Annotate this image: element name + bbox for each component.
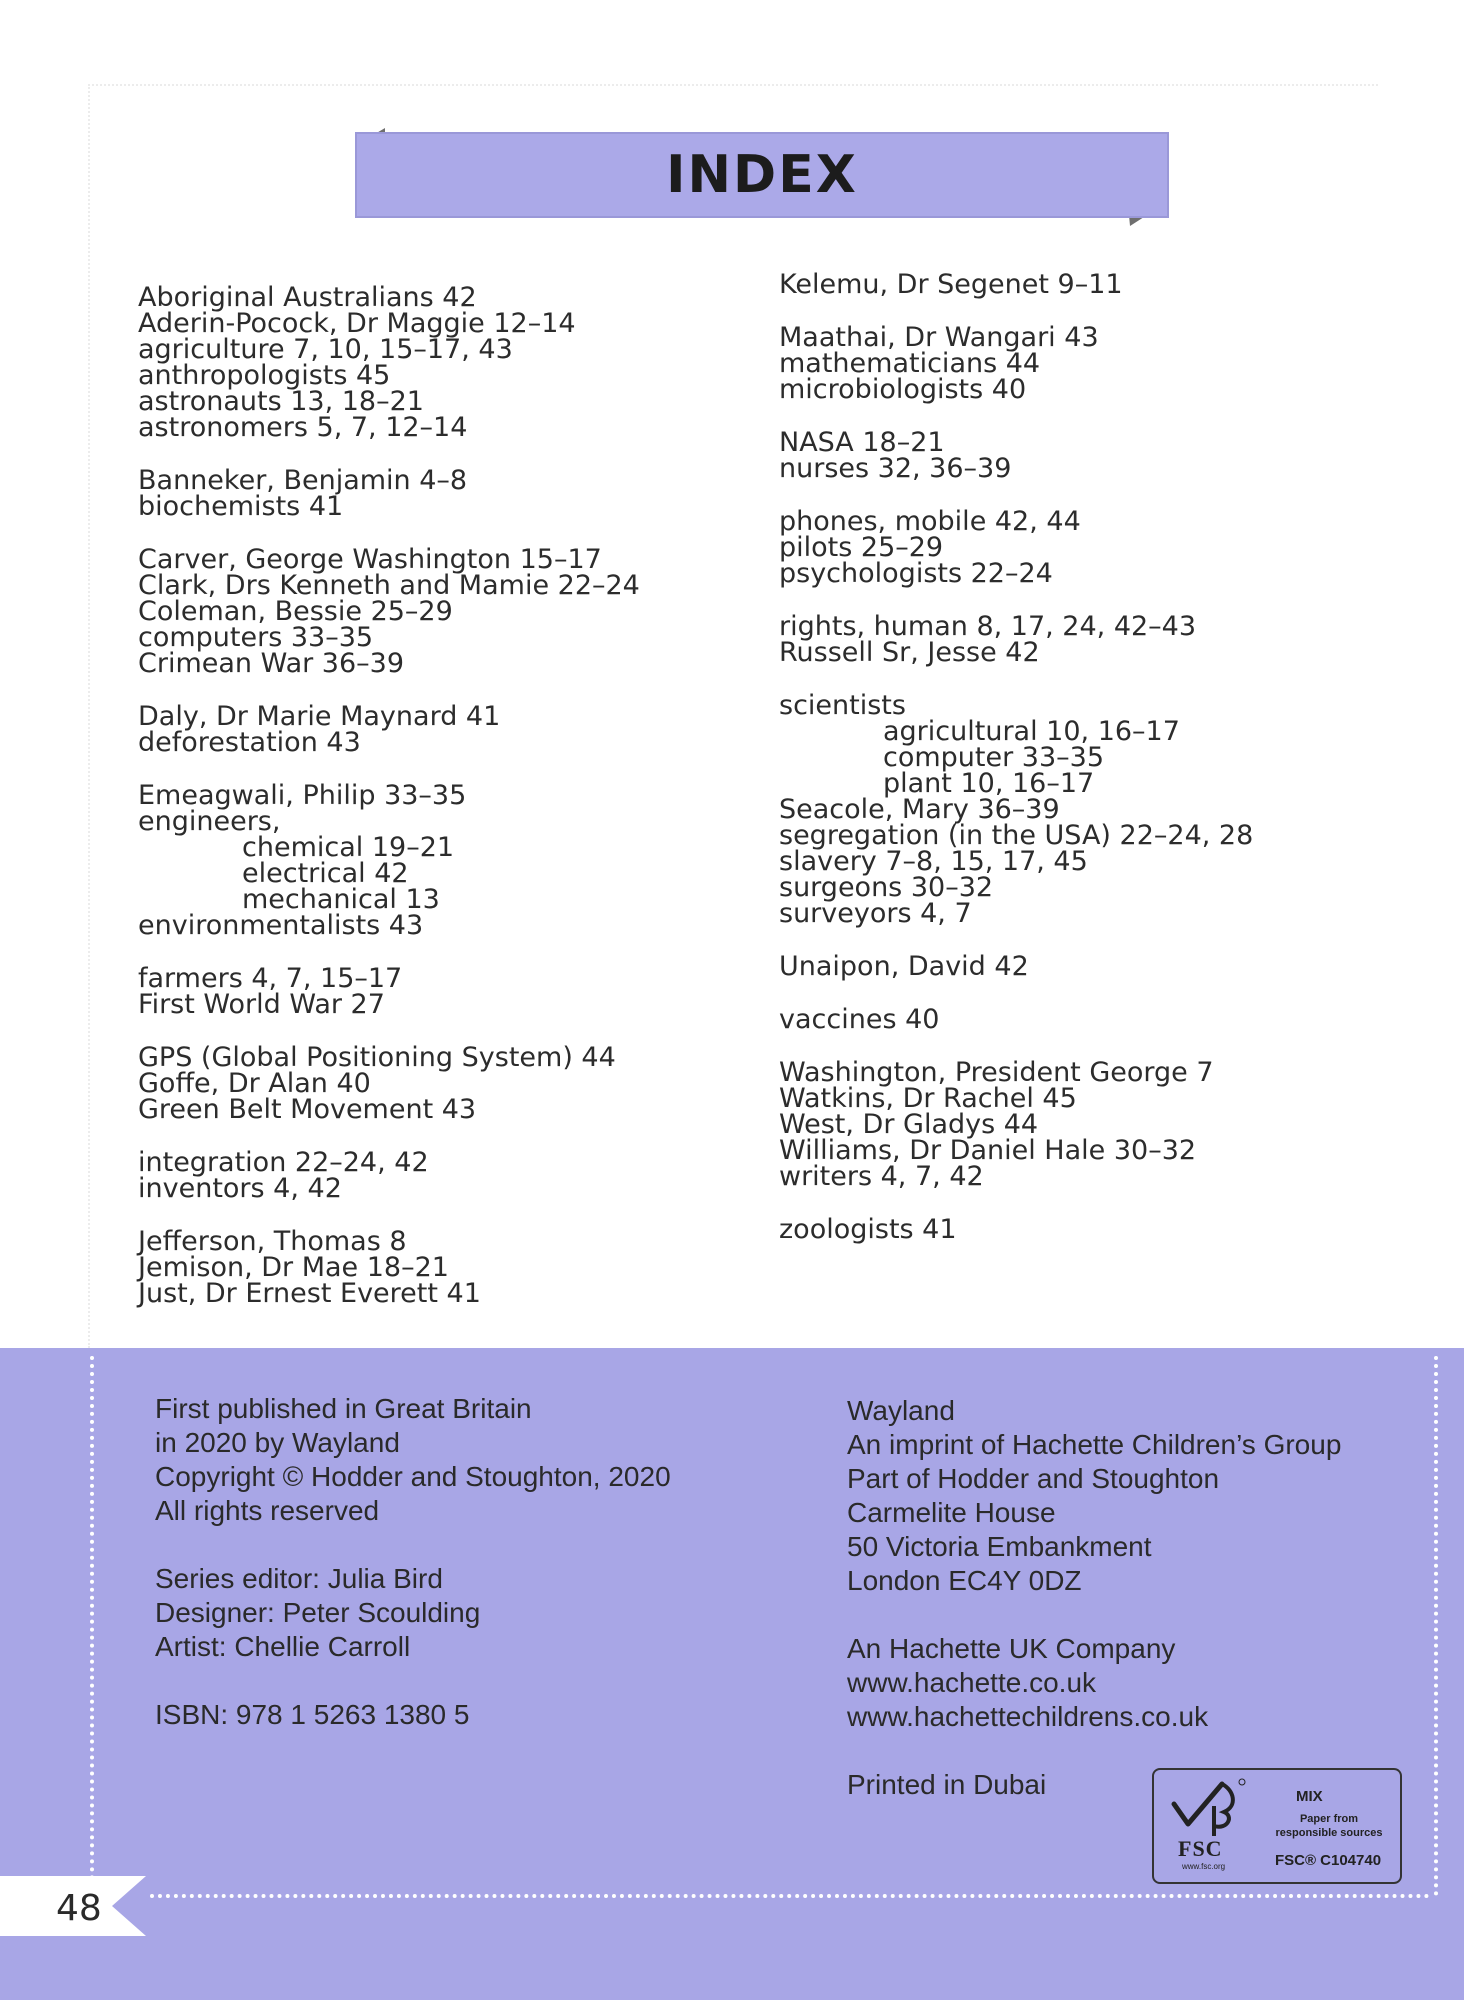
index-entry: microbiologists 40 bbox=[779, 374, 1027, 405]
index-entry: agricultural 10, 16–17 bbox=[883, 716, 1180, 747]
imprint-line: Carmelite House bbox=[847, 1497, 1056, 1528]
imprint-group bbox=[847, 1632, 1427, 1734]
fsc-mix-label: MIX bbox=[1296, 1788, 1323, 1805]
index-entry: West, Dr Gladys 44 bbox=[779, 1109, 1039, 1140]
index-entry: pilots 25–29 bbox=[779, 532, 944, 563]
dotted-border-left bbox=[88, 84, 90, 1348]
index-entry: surveyors 4, 7 bbox=[779, 898, 972, 929]
index-group bbox=[138, 780, 758, 941]
page-number: 48 bbox=[56, 1888, 102, 1929]
index-group bbox=[138, 465, 758, 522]
index-entry: Kelemu, Dr Segenet 9–11 bbox=[779, 269, 1123, 300]
index-entry: surgeons 30–32 bbox=[779, 872, 994, 903]
index-entry: Washington, President George 7 bbox=[779, 1057, 1214, 1088]
index-entry: First World War 27 bbox=[138, 989, 385, 1020]
index-entry: zoologists 41 bbox=[779, 1214, 957, 1245]
index-entry: Carver, George Washington 15–17 bbox=[138, 544, 602, 575]
index-entry: NASA 18–21 bbox=[779, 427, 945, 458]
imprint-line: An imprint of Hachette Children’s Group bbox=[847, 1429, 1342, 1460]
index-entry: Banneker, Benjamin 4–8 bbox=[138, 465, 468, 496]
index-banner bbox=[355, 132, 1169, 218]
index-group bbox=[138, 282, 758, 443]
index-group bbox=[779, 611, 1439, 668]
imprint-line: ISBN: 978 1 5263 1380 5 bbox=[155, 1699, 470, 1730]
index-entry: astronomers 5, 7, 12–14 bbox=[138, 412, 468, 443]
imprint-line: First published in Great Britain bbox=[155, 1393, 532, 1424]
index-group bbox=[138, 701, 758, 758]
index-entry: astronauts 13, 18–21 bbox=[138, 386, 424, 417]
index-entry: Unaipon, David 42 bbox=[779, 951, 1029, 982]
imprint-line: Designer: Peter Scoulding bbox=[155, 1597, 481, 1628]
index-entry: computers 33–35 bbox=[138, 622, 374, 653]
index-entry: Aboriginal Australians 42 bbox=[138, 282, 477, 313]
index-entry: vaccines 40 bbox=[779, 1004, 940, 1035]
index-entry: psychologists 22–24 bbox=[779, 558, 1053, 589]
imprint-group bbox=[155, 1392, 755, 1528]
index-group bbox=[138, 1147, 758, 1204]
imprint-line: in 2020 by Wayland bbox=[155, 1427, 400, 1458]
index-entry: Maathai, Dr Wangari 43 bbox=[779, 322, 1099, 353]
index-entry: engineers, bbox=[138, 806, 281, 837]
index-entry: inventors 4, 42 bbox=[138, 1173, 342, 1204]
index-entry: environmentalists 43 bbox=[138, 910, 424, 941]
index-entry: Daly, Dr Marie Maynard 41 bbox=[138, 701, 501, 732]
fsc-paper-line: responsible sources bbox=[1275, 1827, 1383, 1839]
index-entry: Jefferson, Thomas 8 bbox=[138, 1226, 407, 1257]
index-entry: Coleman, Bessie 25–29 bbox=[138, 596, 453, 627]
index-entry: Crimean War 36–39 bbox=[138, 648, 405, 679]
index-column-left bbox=[138, 282, 758, 1334]
imprint-column-left bbox=[155, 1392, 755, 1766]
index-entry: plant 10, 16–17 bbox=[883, 768, 1095, 799]
index-entry: nurses 32, 36–39 bbox=[779, 453, 1012, 484]
index-group bbox=[138, 1042, 758, 1125]
dotted-border-top bbox=[88, 84, 1378, 86]
index-entry: Just, Dr Ernest Everett 41 bbox=[138, 1278, 481, 1309]
fsc-paper-text bbox=[1264, 1812, 1394, 1840]
imprint-dotted-bottom bbox=[150, 1894, 1430, 1898]
index-entry: Clark, Drs Kenneth and Mamie 22–24 bbox=[138, 570, 640, 601]
index-entry: Aderin-Pocock, Dr Maggie 12–14 bbox=[138, 308, 576, 339]
index-entry: biochemists 41 bbox=[138, 491, 344, 522]
index-entry: Williams, Dr Daniel Hale 30–32 bbox=[779, 1135, 1197, 1166]
index-entry: electrical 42 bbox=[242, 858, 409, 889]
fsc-mark: FSC bbox=[1178, 1836, 1223, 1861]
imprint-group bbox=[155, 1698, 755, 1732]
imprint-line: Printed in Dubai bbox=[847, 1769, 1047, 1800]
index-group bbox=[779, 1057, 1439, 1192]
index-group bbox=[779, 427, 1439, 484]
index-entry: rights, human 8, 17, 24, 42–43 bbox=[779, 611, 1197, 642]
index-entry: Goffe, Dr Alan 40 bbox=[138, 1068, 371, 1099]
index-entry: mathematicians 44 bbox=[779, 348, 1041, 379]
fsc-url: www.fsc.org bbox=[1182, 1862, 1226, 1871]
index-group bbox=[779, 1004, 1439, 1035]
index-column-right bbox=[779, 269, 1439, 1270]
imprint-line: Part of Hodder and Stoughton bbox=[847, 1463, 1220, 1494]
imprint-line: Artist: Chellie Carroll bbox=[155, 1631, 411, 1662]
index-entry: integration 22–24, 42 bbox=[138, 1147, 429, 1178]
index-entry: scientists bbox=[779, 690, 906, 721]
index-entry: farmers 4, 7, 15–17 bbox=[138, 963, 403, 994]
index-entry: writers 4, 7, 42 bbox=[779, 1161, 984, 1192]
index-entry: slavery 7–8, 15, 17, 45 bbox=[779, 846, 1088, 877]
page-title: INDEX bbox=[666, 145, 858, 205]
imprint-group bbox=[155, 1562, 755, 1664]
fsc-logo bbox=[1152, 1768, 1402, 1884]
index-group bbox=[779, 690, 1439, 929]
website-link[interactable]: www.hachette.co.uk bbox=[847, 1667, 1097, 1698]
index-entry: Emeagwali, Philip 33–35 bbox=[138, 780, 467, 811]
index-entry: segregation (in the USA) 22–24, 28 bbox=[779, 820, 1254, 851]
imprint-line: An Hachette UK Company bbox=[847, 1633, 1176, 1664]
index-entry: chemical 19–21 bbox=[242, 832, 455, 863]
index-entry: anthropologists 45 bbox=[138, 360, 391, 391]
index-group bbox=[779, 951, 1439, 982]
index-entry: GPS (Global Positioning System) 44 bbox=[138, 1042, 616, 1073]
index-entry: agriculture 7, 10, 15–17, 43 bbox=[138, 334, 513, 365]
index-entry: deforestation 43 bbox=[138, 727, 361, 758]
index-entry: Watkins, Dr Rachel 45 bbox=[779, 1083, 1077, 1114]
index-group bbox=[779, 322, 1439, 405]
imprint-line: Copyright © Hodder and Stoughton, 2020 bbox=[155, 1461, 671, 1492]
index-group bbox=[138, 1226, 758, 1309]
imprint-group bbox=[847, 1394, 1427, 1598]
index-entry: Green Belt Movement 43 bbox=[138, 1094, 477, 1125]
index-group bbox=[779, 1214, 1439, 1245]
index-entry: computer 33–35 bbox=[883, 742, 1105, 773]
fsc-tree-check-icon bbox=[1164, 1776, 1248, 1838]
imprint-line: Wayland bbox=[847, 1395, 955, 1426]
index-group bbox=[779, 269, 1439, 300]
fsc-paper-line: Paper from bbox=[1299, 1813, 1359, 1825]
index-entry: Jemison, Dr Mae 18–21 bbox=[138, 1252, 449, 1283]
index-entry: mechanical 13 bbox=[242, 884, 440, 915]
imprint-line: All rights reserved bbox=[155, 1495, 380, 1526]
index-group bbox=[138, 963, 758, 1020]
imprint-line: Series editor: Julia Bird bbox=[155, 1563, 443, 1594]
index-group bbox=[138, 544, 758, 679]
index-entry: phones, mobile 42, 44 bbox=[779, 506, 1081, 537]
fsc-licence-code: FSC® C104740 bbox=[1274, 1852, 1382, 1869]
website-link[interactable]: www.hachettechildrens.co.uk bbox=[847, 1701, 1209, 1732]
imprint-line: London EC4Y 0DZ bbox=[847, 1565, 1082, 1596]
index-group bbox=[779, 506, 1439, 589]
index-entry: Russell Sr, Jesse 42 bbox=[779, 637, 1040, 668]
index-entry: Seacole, Mary 36–39 bbox=[779, 794, 1060, 825]
imprint-line: 50 Victoria Embankment bbox=[847, 1531, 1152, 1562]
